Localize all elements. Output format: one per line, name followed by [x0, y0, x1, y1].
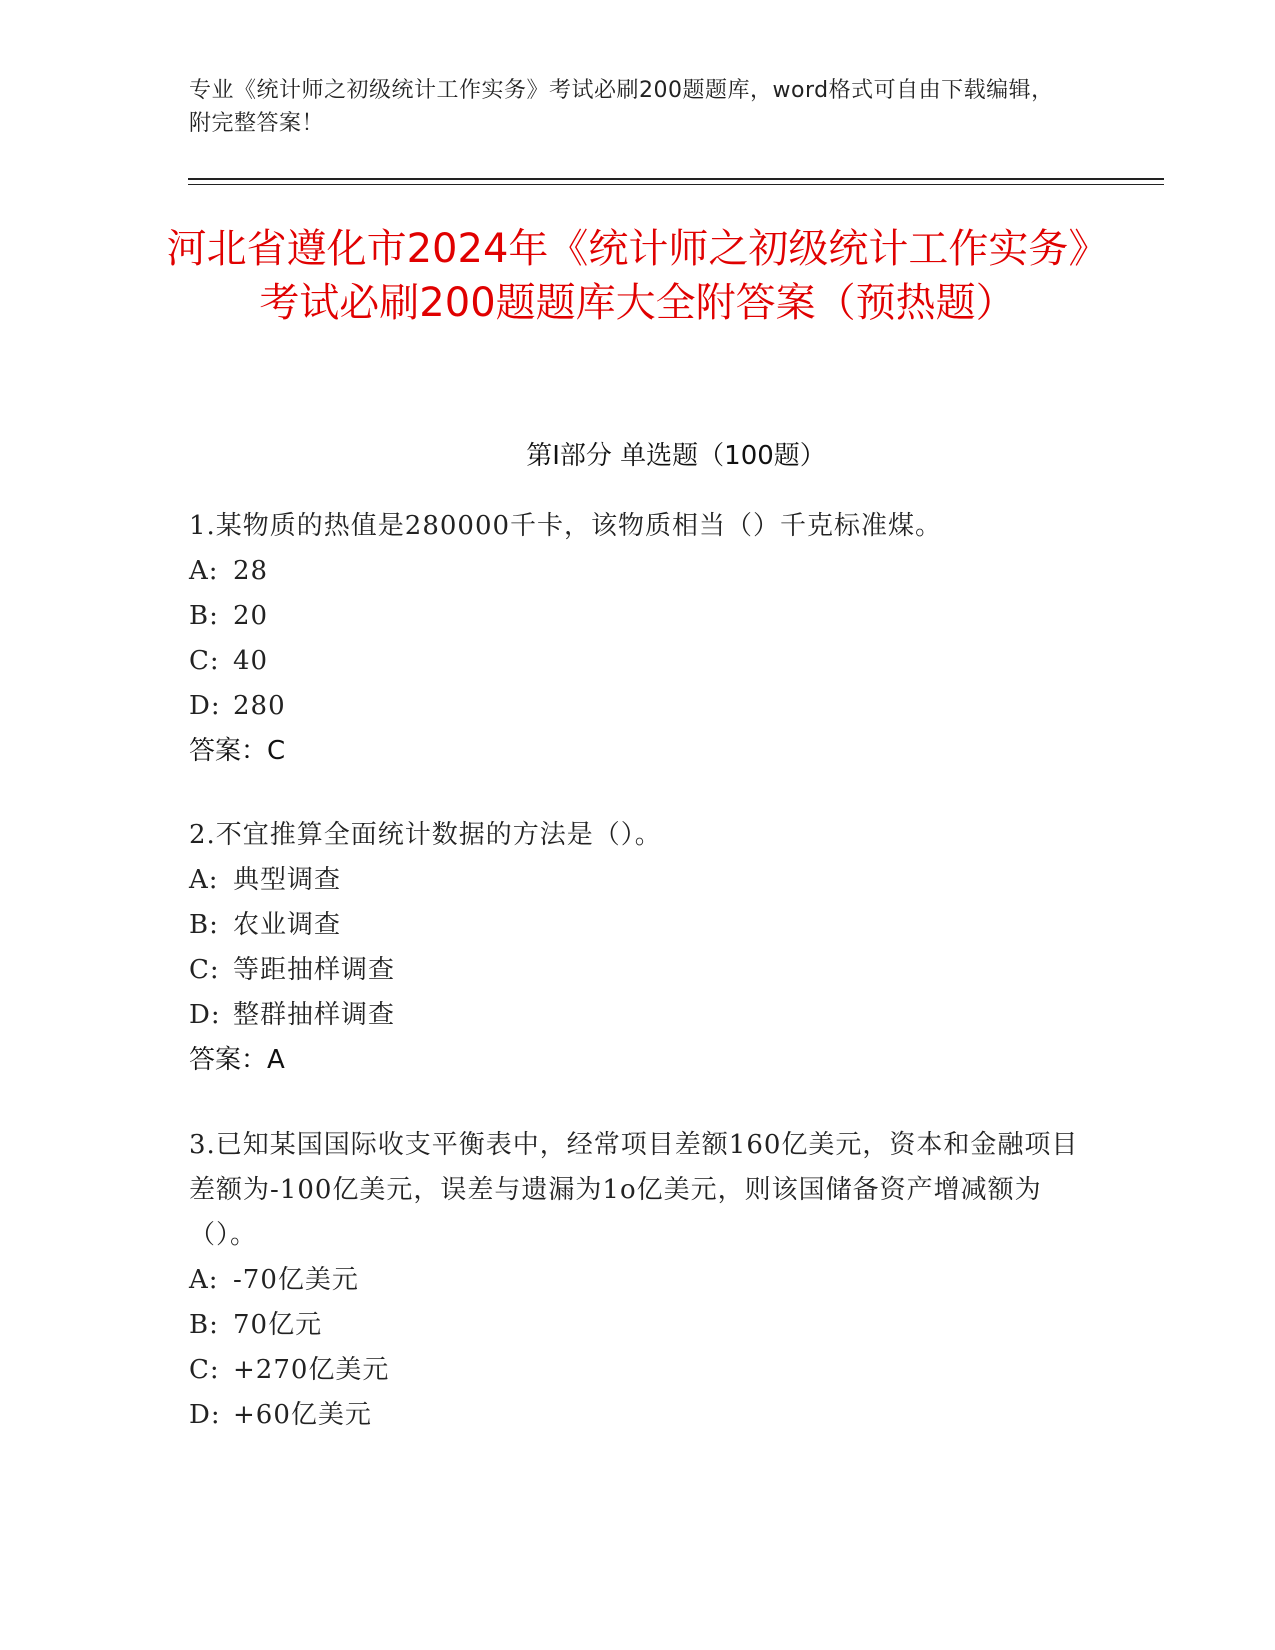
option-letter: D: — [189, 1400, 221, 1430]
option-letter: D: — [189, 1000, 221, 1030]
section-heading: 第Ⅰ部分 单选题（100题） — [526, 441, 826, 471]
option-letter: B: — [189, 910, 219, 940]
option-text: 28 — [233, 556, 269, 586]
option-b — [189, 1303, 1089, 1348]
option-letter: C: — [189, 955, 220, 985]
question-3 — [189, 1123, 1089, 1438]
option-text: 40 — [233, 646, 269, 676]
option-a — [189, 858, 1089, 903]
answer-line: 答案：A — [189, 1045, 285, 1075]
option-c — [189, 948, 1089, 993]
option-letter: C: — [189, 646, 220, 676]
option-b — [189, 594, 1089, 639]
answer-line: 答案：C — [189, 736, 286, 766]
question-1 — [189, 504, 1089, 774]
option-text: 整群抽样调查 — [233, 1000, 396, 1030]
option-letter: B: — [189, 601, 219, 631]
option-c — [189, 639, 1089, 684]
option-letter: B: — [189, 1310, 219, 1340]
option-d — [189, 993, 1089, 1038]
option-letter: A: — [189, 1265, 219, 1295]
option-text: 70亿元 — [233, 1310, 323, 1340]
option-a — [189, 549, 1089, 594]
header-note: 专业《统计师之初级统计工作实务》考试必刷200题题库，word格式可自由下载编辑，附完整答案！ — [189, 78, 1054, 136]
option-text: 农业调查 — [233, 910, 342, 940]
option-letter: D: — [189, 691, 221, 721]
question-text: 2.不宜推算全面统计数据的方法是（）。 — [189, 820, 662, 850]
header-divider-thin — [188, 184, 1164, 185]
option-letter: A: — [189, 865, 219, 895]
option-c — [189, 1348, 1089, 1393]
option-d — [189, 684, 1089, 729]
option-text: 20 — [233, 601, 269, 631]
option-b — [189, 903, 1089, 948]
option-text: +270亿美元 — [233, 1355, 390, 1385]
question-text: 3.已知某国国际收支平衡表中，经常项目差额160亿美元，资本和金融项目差额为-100亿美元，误差与遗漏为1o亿美元，则该国储备资产增减额为（）。 — [189, 1130, 1079, 1250]
option-text: 等距抽样调查 — [233, 955, 396, 985]
option-letter: C: — [189, 1355, 220, 1385]
option-text: +60亿美元 — [233, 1400, 372, 1430]
option-text: -70亿美元 — [233, 1265, 359, 1295]
option-text: 典型调查 — [233, 865, 342, 895]
question-2 — [189, 813, 1089, 1083]
option-d — [189, 1393, 1089, 1438]
option-letter: A: — [189, 556, 219, 586]
question-text: 1.某物质的热值是280000千卡，该物质相当（）千克标准煤。 — [189, 511, 943, 541]
option-a — [189, 1258, 1089, 1303]
option-text: 280 — [233, 691, 286, 721]
header-divider-thick — [188, 178, 1164, 180]
document-title: 河北省遵化市2024年《统计师之初级统计工作实务》考试必刷200题题库大全附答案（预热题） — [166, 226, 1109, 326]
